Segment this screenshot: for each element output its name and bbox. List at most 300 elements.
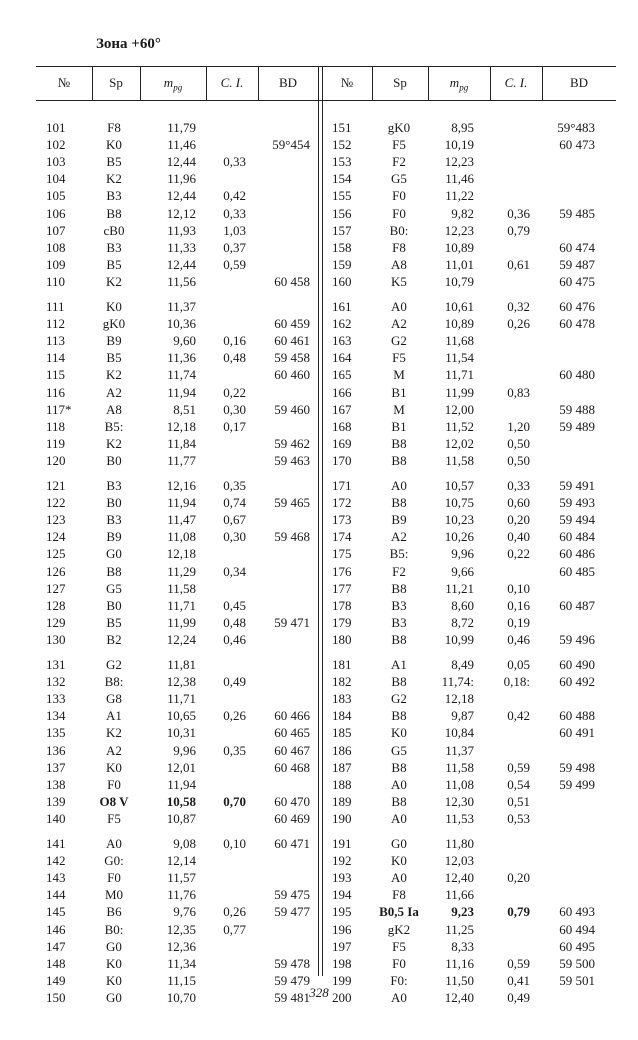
bd-number-cell: 60 471 (274, 836, 310, 851)
star-number-cell: 176 (332, 563, 352, 579)
spectral-type-cell: F0 (392, 188, 406, 204)
spectral-type-cell: A2 (106, 384, 122, 400)
star-number-cell: 162 (332, 316, 352, 332)
color-index-cell: 0,41 (507, 972, 530, 988)
magnitude-cell: 11,71 (167, 597, 196, 613)
spectral-type-cell: gK0 (387, 120, 411, 135)
magnitude-cell: 12,02 (444, 435, 474, 451)
magnitude-cell: 9,66 (451, 563, 474, 579)
spectral-type-cell: A2 (391, 529, 407, 545)
color-index-cell: 0,35 (223, 742, 246, 758)
table-row-right (0, 690, 638, 707)
table-row-right (0, 153, 638, 170)
bd-number-cell: 59 468 (274, 529, 310, 545)
spectral-type-cell: B8 (391, 435, 407, 451)
magnitude-cell: 11,99 (445, 384, 474, 400)
table-row-right (0, 418, 638, 435)
color-index-cell: 0,18: (503, 674, 530, 690)
color-index-cell: 0,74 (223, 495, 246, 511)
bd-number-cell: 59 499 (559, 776, 595, 792)
magnitude-cell: 11,74 (167, 367, 196, 383)
spectral-type-cell: B3 (391, 597, 407, 613)
spectral-type-cell: F0 (392, 205, 406, 221)
spectral-type-cell: B8 (391, 631, 407, 647)
color-index-cell: 0,26 (507, 316, 530, 332)
table-row-right (0, 631, 638, 648)
spectral-type-cell: B8 (391, 580, 407, 596)
bd-number-cell: 60 475 (559, 273, 595, 289)
magnitude-cell: 11,68 (445, 333, 474, 349)
star-number-cell: 140 (46, 810, 66, 826)
color-index-cell: 0,59 (507, 955, 530, 971)
star-number-cell: 156 (332, 205, 352, 221)
magnitude-cell: 12,23 (444, 154, 474, 170)
color-index-cell: 0,40 (507, 529, 530, 545)
table-row-right (0, 776, 638, 793)
magnitude-cell: 11,94 (167, 776, 196, 792)
magnitude-cell: 12,01 (166, 759, 196, 775)
table-row-right (0, 921, 638, 938)
page-number: 328 (309, 985, 329, 1000)
bd-number-cell: 60 490 (559, 657, 595, 672)
magnitude-cell: 11,56 (167, 273, 196, 289)
star-number-cell: 166 (332, 384, 352, 400)
bd-number-cell: 59 477 (274, 904, 310, 920)
magnitude-cell: 10,61 (444, 299, 474, 314)
spectral-type-cell: G0 (106, 989, 122, 1005)
spectral-type-cell: B8 (106, 563, 122, 579)
header-col-mpg: $m_{pg}$ (449, 75, 469, 93)
color-index-cell: 0,37 (223, 239, 246, 255)
bd-number-cell: 59 494 (559, 512, 595, 528)
color-index-cell: 0,77 (223, 921, 246, 937)
star-number-cell: 187 (332, 759, 352, 775)
spectral-type-cell: cB0 (103, 222, 125, 238)
star-number-cell: 117* (46, 401, 72, 417)
spectral-type-cell: A2 (106, 742, 122, 758)
star-number-cell: 154 (332, 171, 352, 187)
star-number-cell: 101 (46, 120, 66, 135)
spectral-type-cell: B5 (106, 350, 122, 366)
bd-number-cell: 60 491 (559, 725, 595, 741)
magnitude-cell: 10,84 (444, 725, 474, 741)
bd-number-cell: 60 466 (274, 708, 310, 724)
magnitude-cell: 11,33 (167, 239, 196, 255)
table-row-right (0, 239, 638, 256)
spectral-type-cell: K0 (106, 972, 122, 988)
table-row-right (0, 742, 638, 759)
spectral-type-cell: F0 (107, 870, 121, 886)
header-col-no: № (340, 75, 354, 90)
star-number-cell: 159 (332, 256, 352, 272)
color-index-cell: 0,48 (223, 350, 246, 366)
star-number-cell: 144 (46, 887, 66, 903)
star-number-cell: 160 (332, 273, 352, 289)
star-number-cell: 115 (46, 367, 66, 383)
table-row-right (0, 435, 638, 452)
star-number-cell: 114 (46, 350, 66, 366)
color-index-cell: 0,26 (223, 904, 246, 920)
magnitude-cell: 11,01 (445, 256, 474, 272)
table-row-right (0, 366, 638, 383)
magnitude-cell: 10,23 (444, 512, 474, 528)
color-index-cell: 0,22 (507, 546, 530, 562)
table-row-right (0, 401, 638, 418)
bd-number-cell: 60 460 (274, 367, 310, 383)
magnitude-cell: 9,23 (451, 904, 474, 920)
spectral-type-cell: K0 (106, 759, 122, 775)
color-index-cell: 0,59 (223, 256, 246, 272)
color-index-cell: 0,30 (223, 401, 246, 417)
table-row-right (0, 597, 638, 614)
bd-number-cell: 59°483 (557, 120, 595, 135)
magnitude-cell: 11,50 (445, 972, 474, 988)
spectral-type-cell: F5 (392, 350, 406, 366)
header-col-bd: BD (569, 75, 589, 90)
spectral-type-cell: A0 (106, 836, 122, 851)
bd-number-cell: 59 460 (274, 401, 310, 417)
spectral-type-cell: F5 (392, 137, 406, 153)
spectral-type-cell: A0 (391, 478, 407, 493)
magnitude-cell: 12,30 (444, 793, 474, 809)
bd-number-cell: 60 476 (559, 299, 595, 314)
magnitude-cell: 10,36 (166, 316, 196, 332)
magnitude-cell: 11,77 (167, 452, 196, 468)
spectral-type-cell: B6 (106, 904, 122, 920)
magnitude-cell: 12,14 (166, 853, 196, 869)
spectral-type-cell: F5 (107, 810, 121, 826)
star-number-cell: 134 (46, 708, 66, 724)
star-number-cell: 121 (46, 478, 66, 493)
star-number-cell: 193 (332, 870, 352, 886)
magnitude-cell: 10,31 (166, 725, 196, 741)
spectral-type-cell: B3 (106, 478, 122, 493)
bd-number-cell: 59 501 (559, 972, 595, 988)
spectral-type-cell: A0 (391, 870, 407, 886)
magnitude-cell: 10,58 (166, 793, 196, 809)
color-index-cell: 0,20 (507, 512, 530, 528)
star-number-cell: 102 (46, 137, 66, 153)
star-number-cell: 169 (332, 435, 352, 451)
star-number-cell: 180 (332, 631, 352, 647)
color-index-cell: 0,51 (507, 793, 530, 809)
color-index-cell: 0,50 (507, 435, 530, 451)
star-number-cell: 171 (332, 478, 352, 493)
spectral-type-cell: B5 (106, 256, 122, 272)
star-number-cell: 103 (46, 154, 66, 170)
magnitude-cell: 11,66 (445, 887, 474, 903)
color-index-cell: 1,20 (507, 418, 530, 434)
spectral-type-cell: G2 (106, 657, 122, 672)
spectral-type-cell: B0: (389, 222, 409, 238)
spectral-type-cell: G8 (106, 691, 122, 707)
color-index-cell: 0,83 (507, 384, 530, 400)
color-index-cell: 0,35 (223, 478, 246, 493)
star-number-cell: 105 (46, 188, 66, 204)
spectral-type-cell: M0 (104, 887, 124, 903)
color-index-cell: 0,53 (507, 810, 530, 826)
spectral-type-cell: B0 (106, 452, 122, 468)
spectral-type-cell: K2 (106, 725, 122, 741)
color-index-cell: 0,33 (223, 205, 246, 221)
star-number-cell: 188 (332, 776, 352, 792)
magnitude-cell: 10,89 (444, 316, 474, 332)
magnitude-cell: 11,71 (167, 691, 196, 707)
star-number-cell: 170 (332, 452, 352, 468)
spectral-type-cell: B8 (391, 793, 407, 809)
spectral-type-cell: B9 (106, 333, 122, 349)
color-index-cell: 0,46 (507, 631, 530, 647)
star-number-cell: 185 (332, 725, 352, 741)
magnitude-cell: 12,12 (166, 205, 196, 221)
star-number-cell: 189 (332, 793, 352, 809)
star-number-cell: 197 (332, 938, 352, 954)
color-index-cell: 0,70 (223, 793, 246, 809)
magnitude-cell: 11,58 (167, 580, 196, 596)
spectral-type-cell: F2 (392, 154, 406, 170)
table-row-right (0, 349, 638, 366)
star-number-cell: 195 (332, 904, 352, 920)
spectral-type-cell: B9 (391, 512, 407, 528)
table-row-right (0, 724, 638, 741)
bd-number-cell: 59 498 (559, 759, 595, 775)
spectral-type-cell: M (393, 401, 405, 417)
table-row-right (0, 222, 638, 239)
star-number-cell: 138 (46, 776, 66, 792)
bd-number-cell: 60 487 (559, 597, 595, 613)
bd-number-cell: 60 474 (559, 239, 595, 255)
magnitude-cell: 11,36 (167, 350, 196, 366)
magnitude-cell: 9,60 (173, 333, 196, 349)
spectral-type-cell: A1 (391, 657, 407, 672)
spectral-type-cell: A0 (391, 810, 407, 826)
magnitude-cell: 9,82 (451, 205, 474, 221)
bd-number-cell: 60 459 (274, 316, 310, 332)
bd-number-cell: 60 467 (274, 742, 310, 758)
bd-number-cell: 59 487 (559, 256, 595, 272)
spectral-type-cell: A8 (391, 256, 407, 272)
bd-number-cell: 60 478 (559, 316, 595, 332)
magnitude-cell: 12,00 (444, 401, 474, 417)
magnitude-cell: 10,99 (444, 631, 474, 647)
spectral-type-cell: G0 (106, 546, 122, 562)
spectral-type-cell: K0 (391, 853, 407, 869)
bd-number-cell: 59 493 (559, 495, 595, 511)
color-index-cell: 0,26 (223, 708, 246, 724)
spectral-type-cell: B3 (106, 239, 122, 255)
magnitude-cell: 11,71 (445, 367, 474, 383)
star-number-cell: 163 (332, 333, 352, 349)
table-row-right (0, 494, 638, 511)
star-number-cell: 179 (332, 614, 352, 630)
star-number-cell: 107 (46, 222, 66, 238)
table-row-right (0, 256, 638, 273)
star-number-cell: 150 (46, 989, 66, 1005)
star-number-cell: 167 (332, 401, 352, 417)
header-col-sp: Sp (393, 75, 407, 90)
bd-number-cell: 60 468 (274, 759, 310, 775)
color-index-cell: 0,61 (507, 256, 530, 272)
star-number-cell: 148 (46, 955, 66, 971)
magnitude-cell: 11,79 (167, 120, 196, 135)
spectral-type-cell: F8 (107, 120, 121, 135)
spectral-type-cell: F8 (392, 239, 406, 255)
star-number-cell: 165 (332, 367, 352, 383)
spectral-type-cell: B0: (104, 921, 124, 937)
color-index-cell: 0,10 (507, 580, 530, 596)
table-row-right (0, 580, 638, 597)
magnitude-cell: 11,37 (445, 742, 474, 758)
magnitude-cell: 10,79 (444, 273, 474, 289)
color-index-cell: 0,79 (507, 222, 530, 238)
star-number-cell: 126 (46, 563, 66, 579)
spectral-type-cell: O8 V (99, 793, 129, 809)
spectral-type-cell: B1 (391, 384, 407, 400)
magnitude-cell: 11,74: (441, 674, 474, 690)
table-row-right (0, 793, 638, 810)
magnitude-cell: 10,89 (444, 239, 474, 255)
magnitude-cell: 8,60 (451, 597, 474, 613)
star-number-cell: 120 (46, 452, 66, 468)
table-row-right (0, 298, 638, 315)
star-number-cell: 123 (46, 512, 66, 528)
magnitude-cell: 12,44 (166, 256, 196, 272)
star-number-cell: 127 (46, 580, 66, 596)
table-row-right (0, 119, 638, 136)
star-number-cell: 111 (46, 299, 65, 314)
bd-number-cell: 59 463 (274, 452, 310, 468)
spectral-type-cell: B8 (391, 674, 407, 690)
spectral-type-cell: gK0 (102, 316, 126, 332)
magnitude-cell: 9,08 (173, 836, 196, 851)
spectral-type-cell: B5: (389, 546, 409, 562)
star-number-cell: 109 (46, 256, 66, 272)
spectral-type-cell: B9 (106, 529, 122, 545)
star-number-cell: 174 (332, 529, 352, 545)
magnitude-cell: 12,24 (166, 631, 196, 647)
spectral-type-cell: B2 (106, 631, 122, 647)
magnitude-cell: 11,94 (167, 384, 196, 400)
color-index-cell: 0,33 (507, 478, 530, 493)
table-row-right (0, 273, 638, 290)
spectral-type-cell: K2 (106, 171, 122, 187)
magnitude-cell: 11,84 (167, 435, 196, 451)
magnitude-cell: 11,16 (445, 955, 474, 971)
color-index-cell: 0,42 (223, 188, 246, 204)
magnitude-cell: 11,57 (167, 870, 196, 886)
star-number-cell: 192 (332, 853, 352, 869)
color-index-cell: 0,45 (223, 597, 246, 613)
magnitude-cell: 11,37 (167, 299, 196, 314)
magnitude-cell: 11,15 (167, 972, 196, 988)
table-row-right (0, 332, 638, 349)
spectral-type-cell: B0 (106, 495, 122, 511)
star-number-cell: 153 (332, 154, 352, 170)
star-number-cell: 181 (332, 657, 352, 672)
bd-number-cell: 60 492 (559, 674, 595, 690)
magnitude-cell: 9,76 (173, 904, 196, 920)
star-number-cell: 119 (46, 435, 66, 451)
bd-number-cell: 60 473 (559, 137, 595, 153)
spectral-type-cell: B5 (106, 154, 122, 170)
color-index-cell: 0,34 (223, 563, 246, 579)
color-index-cell: 0,59 (507, 759, 530, 775)
table-row-right (0, 903, 638, 920)
magnitude-cell: 9,96 (451, 546, 474, 562)
color-index-cell: 0,67 (223, 512, 246, 528)
table-row-right (0, 187, 638, 204)
star-number-cell: 172 (332, 495, 352, 511)
color-index-cell: 0,32 (507, 299, 530, 314)
table-row-right (0, 545, 638, 562)
spectral-type-cell: B3 (106, 512, 122, 528)
bd-number-cell: 59 500 (559, 955, 595, 971)
magnitude-cell: 11,94 (167, 495, 196, 511)
color-index-cell: 0,60 (507, 495, 530, 511)
table-row-right (0, 955, 638, 972)
bd-number-cell: 59 458 (274, 350, 310, 366)
bd-number-cell: 60 465 (274, 725, 310, 741)
star-number-cell: 173 (332, 512, 352, 528)
bd-number-cell: 59 491 (559, 478, 595, 493)
magnitude-cell: 11,80 (445, 836, 474, 851)
spectral-type-cell: B8: (104, 674, 124, 690)
table-row-right (0, 852, 638, 869)
spectral-type-cell: G5 (391, 171, 407, 187)
table-row-right (0, 511, 638, 528)
star-number-cell: 139 (46, 793, 66, 809)
star-number-cell: 133 (46, 691, 66, 707)
star-number-cell: 182 (332, 674, 352, 690)
magnitude-cell: 12,38 (166, 674, 196, 690)
table-row-right (0, 315, 638, 332)
magnitude-cell: 11,46 (167, 137, 196, 153)
star-number-cell: 112 (46, 316, 66, 332)
spectral-type-cell: K2 (106, 273, 122, 289)
star-number-cell: 157 (332, 222, 352, 238)
table-row-right (0, 869, 638, 886)
bd-number-cell: 59 462 (274, 435, 310, 451)
magnitude-cell: 10,75 (444, 495, 474, 511)
table-row-right (0, 810, 638, 827)
table-row-right (0, 452, 638, 469)
bd-number-cell: 60 480 (559, 367, 595, 383)
spectral-type-cell: A2 (391, 316, 407, 332)
table-row-right (0, 886, 638, 903)
table-row-right (0, 614, 638, 631)
spectral-type-cell: K5 (391, 273, 407, 289)
magnitude-cell: 10,26 (444, 529, 474, 545)
magnitude-cell: 11,08 (167, 529, 196, 545)
spectral-type-cell: K2 (106, 367, 122, 383)
color-index-cell: 0,36 (507, 205, 530, 221)
bd-number-cell: 59 488 (559, 401, 595, 417)
spectral-type-cell: M (393, 367, 405, 383)
star-number-cell: 149 (46, 972, 66, 988)
table-top-rule (36, 66, 616, 67)
spectral-type-cell: B0 (106, 597, 122, 613)
magnitude-cell: 11,81 (167, 657, 196, 672)
color-index-cell: 0,50 (507, 452, 530, 468)
magnitude-cell: 12,16 (166, 478, 196, 493)
spectral-type-cell: G5 (391, 742, 407, 758)
magnitude-cell: 11,21 (445, 580, 474, 596)
magnitude-cell: 8,51 (173, 401, 196, 417)
header-bottom-rule (36, 100, 616, 101)
spectral-type-cell: K0 (391, 725, 407, 741)
magnitude-cell: 12,35 (166, 921, 196, 937)
star-number-cell: 183 (332, 691, 352, 707)
